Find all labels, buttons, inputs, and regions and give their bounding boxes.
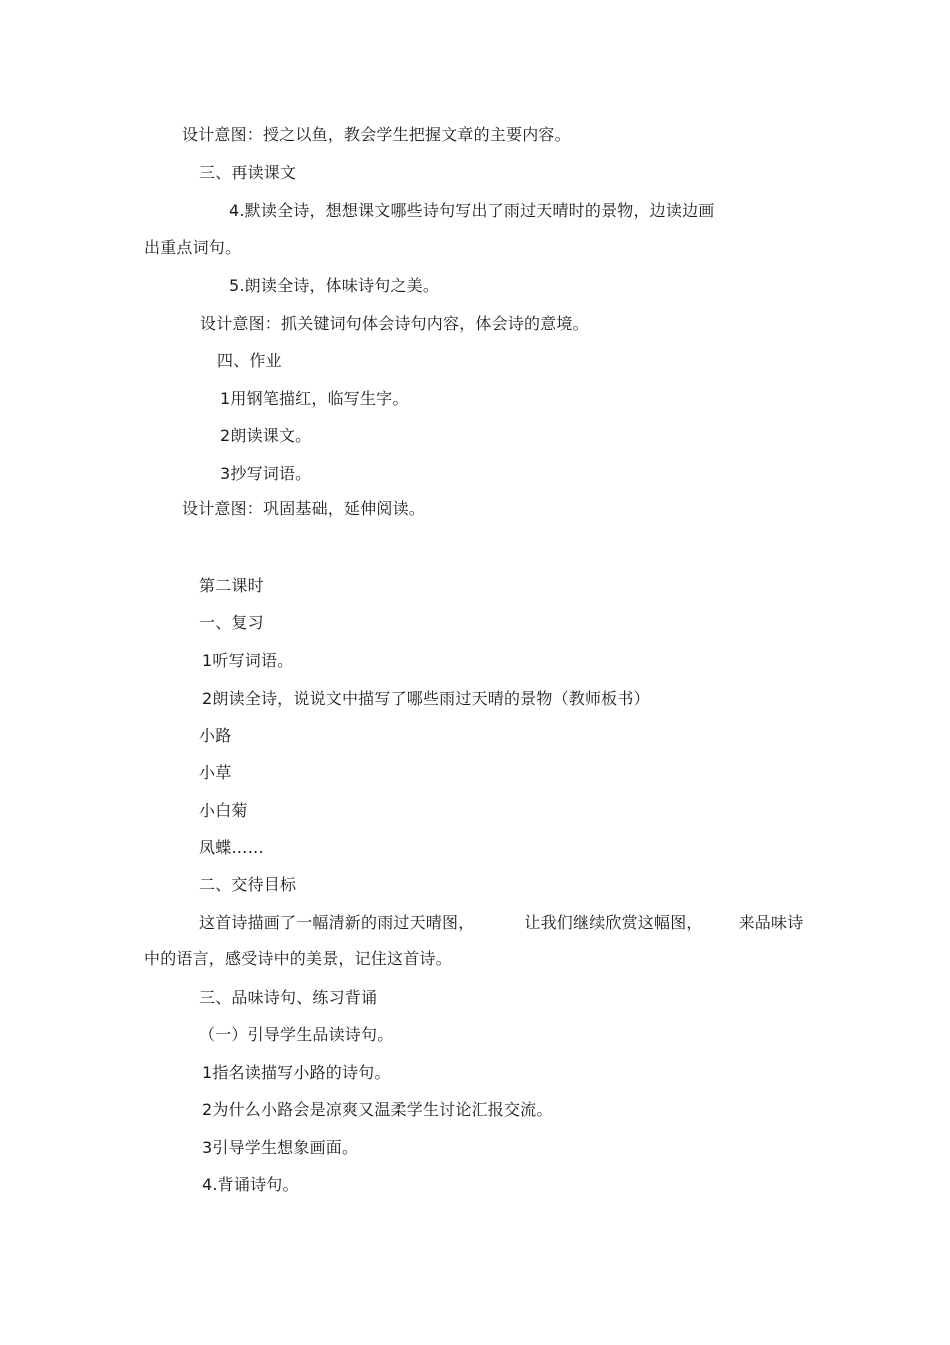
- savor-item-4: 4.背诵诗句。: [202, 1175, 299, 1194]
- goals-segment-1: 这首诗描画了一幅清新的雨过天晴图，: [199, 913, 475, 932]
- section-heading-reread: 三、再读课文: [199, 163, 297, 182]
- board-word-2: 小草: [199, 763, 232, 782]
- homework-item-2: 2朗读课文。: [220, 426, 312, 445]
- step-4-line-2: 出重点词句。: [144, 238, 242, 257]
- homework-item-3: 3抄写词语。: [220, 464, 312, 483]
- goals-paragraph-line-1: [199, 912, 803, 934]
- section-heading-review: 一、复习: [199, 613, 264, 632]
- design-intent-2: 设计意图：抓关键词句体会诗句内容，体会诗的意境。: [200, 314, 589, 333]
- section-heading-homework: 四、作业: [217, 351, 282, 370]
- section-heading-goals: 二、交待目标: [199, 875, 297, 894]
- design-intent-3: 设计意图：巩固基础，延伸阅读。: [182, 499, 426, 518]
- review-item-1: 1听写词语。: [202, 651, 294, 670]
- step-5: 5.朗读全诗，体味诗句之美。: [229, 276, 440, 295]
- savor-item-3: 3引导学生想象画面。: [202, 1138, 359, 1157]
- goals-segment-3: 来品味诗: [738, 913, 804, 932]
- board-word-1: 小路: [199, 726, 232, 745]
- savor-item-1: 1指名读描写小路的诗句。: [202, 1063, 391, 1082]
- step-4-line-1: 4.默读全诗，想想课文哪些诗句写出了雨过天晴时的景物，边读边画: [229, 201, 715, 220]
- subsection-guide: （一）引导学生品读诗句。: [199, 1025, 394, 1044]
- savor-item-2: 2为什么小路会是凉爽又温柔学生讨论汇报交流。: [202, 1100, 553, 1119]
- board-word-3: 小白菊: [199, 801, 248, 820]
- goals-paragraph-line-2: 中的语言，感受诗中的美景，记住这首诗。: [144, 949, 452, 968]
- homework-item-1: 1用钢笔描红，临写生字。: [220, 389, 409, 408]
- lesson-2-title: 第二课时: [199, 576, 264, 595]
- review-item-2: 2朗读全诗，说说文中描写了哪些雨过天晴的景物（教师板书）: [202, 689, 650, 708]
- board-word-4: 凤蝶……: [199, 838, 264, 857]
- goals-segment-2: 让我们继续欣赏这幅图，: [524, 913, 703, 932]
- design-intent-1: 设计意图：授之以鱼，教会学生把握文章的主要内容。: [182, 125, 571, 144]
- section-heading-savor: 三、品味诗句、练习背诵: [199, 988, 378, 1007]
